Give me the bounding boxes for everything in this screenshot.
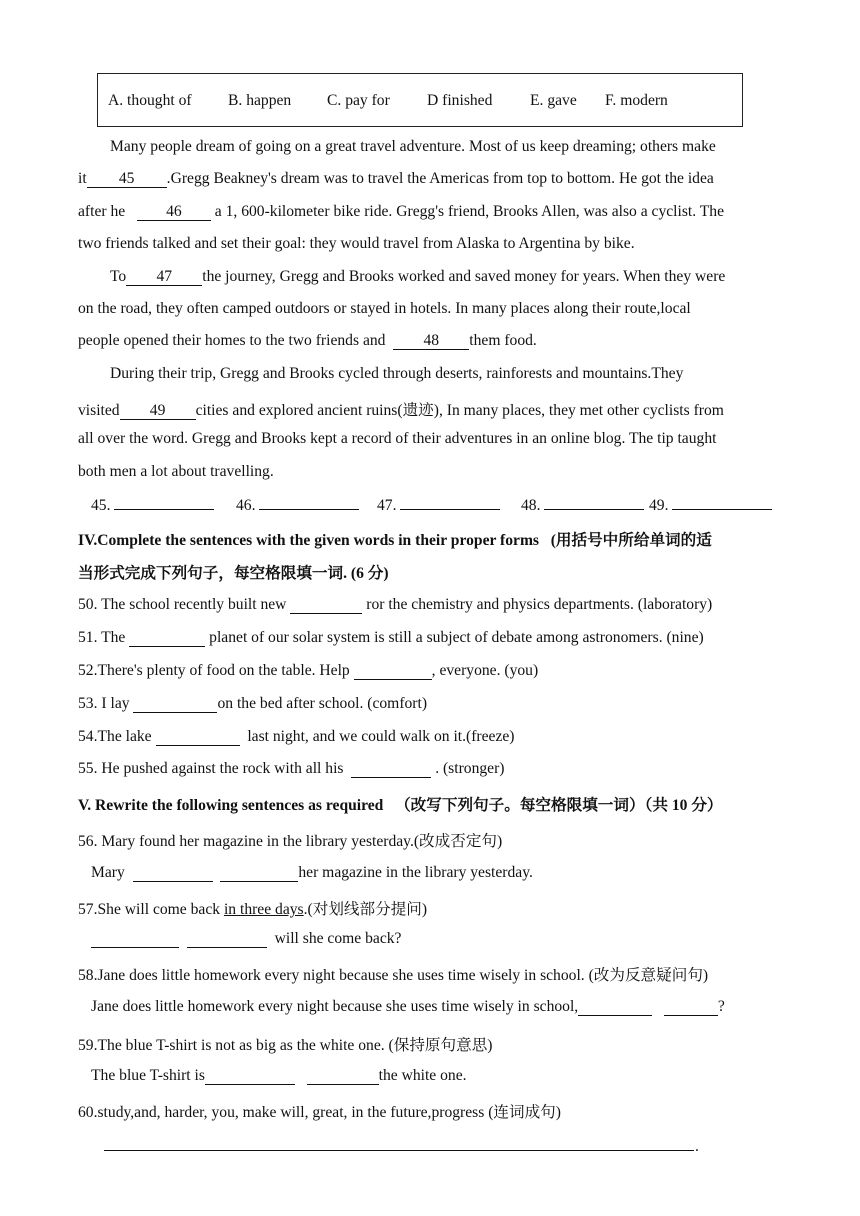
text: 53. I lay	[78, 695, 130, 712]
blank-46[interactable]: 46	[137, 204, 211, 221]
option-a: A. thought of	[108, 92, 192, 109]
title-en: V. Rewrite the following sentences as required	[78, 797, 384, 814]
underlined-phrase: in three days	[223, 901, 304, 918]
title-en: IV.Complete the sentences with the given words in their proper forms	[78, 532, 539, 549]
blank-48[interactable]: 48	[393, 333, 469, 350]
answer-number: 48.	[521, 497, 541, 514]
blank-54[interactable]	[156, 729, 240, 746]
passage-line-2	[78, 170, 778, 188]
question-60: 60.study,and, harder, you, make will, great, in the future,progress (连词成句)	[78, 1104, 561, 1121]
passage-line-7	[78, 332, 778, 350]
blank-52[interactable]	[354, 663, 432, 680]
passage-line-1: Many people dream of going on a great travel adventure. Most of us keep dreaming; others make	[110, 138, 716, 155]
text: a 1, 600-kilometer bike ride. Gregg's friend, Brooks Allen, was also a cyclist. The	[214, 203, 724, 220]
question-51	[78, 629, 778, 647]
blank-57a[interactable]	[91, 931, 179, 948]
answer-45[interactable]	[91, 495, 214, 515]
answer-number: 49.	[649, 497, 669, 514]
blank-57b[interactable]	[187, 931, 267, 948]
blank-50[interactable]	[290, 597, 362, 614]
section-4-title	[78, 528, 778, 550]
text: people opened their homes to the two friends and	[78, 332, 386, 349]
text: . (stronger)	[435, 760, 505, 777]
question-55	[78, 760, 778, 778]
text: 52.There's plenty of food on the table. Help	[78, 662, 350, 679]
question-57	[78, 897, 778, 919]
option-d: D finished	[427, 92, 493, 109]
text: .(对划线部分提问)	[303, 901, 428, 918]
answer-line-60[interactable]	[104, 1150, 694, 1151]
blank-49[interactable]: 49	[120, 403, 196, 420]
text: The blue T-shirt is	[91, 1067, 205, 1084]
answer-blank[interactable]	[544, 495, 644, 510]
question-59-answer	[91, 1067, 791, 1085]
text: on the bed after school. (comfort)	[217, 695, 428, 712]
section-5-title	[78, 793, 778, 815]
answer-blank[interactable]	[259, 495, 359, 510]
text: Jane does little homework every night because she uses time wisely in school,	[91, 998, 579, 1015]
passage-line-5	[110, 268, 810, 286]
text: her magazine in the library yesterday.	[298, 864, 533, 881]
text: will she come back?	[274, 930, 402, 947]
text: 55. He pushed against the rock with all his	[78, 760, 344, 777]
blank-56b[interactable]	[220, 865, 298, 882]
passage-line-9	[78, 398, 778, 420]
blank-53[interactable]	[133, 696, 217, 713]
word-bank-box	[97, 73, 743, 127]
title-cn: (用括号中所给单词的适	[550, 532, 712, 549]
text: planet of our solar system is still a subject of debate among astronomers. (nine)	[209, 629, 704, 646]
text: cities and explored ancient ruins(遗迹), In many places, they met other cyclists from	[195, 402, 724, 419]
question-57-answer	[91, 930, 791, 948]
question-56: 56. Mary found her magazine in the library yesterday.(改成否定句)	[78, 833, 503, 850]
blank-58b[interactable]	[664, 999, 718, 1016]
blank-59a[interactable]	[205, 1068, 295, 1085]
question-mark: ?	[717, 998, 725, 1015]
answer-48[interactable]	[521, 495, 644, 515]
answer-46[interactable]	[236, 495, 359, 515]
question-50	[78, 596, 778, 614]
text: ror the chemistry and physics departments. (laboratory)	[366, 596, 713, 613]
text: To	[110, 268, 127, 285]
passage-line-4: two friends talked and set their goal: they would travel from Alaska to Argentina by bike.	[78, 235, 635, 252]
blank-59b[interactable]	[307, 1068, 379, 1085]
blank-56a[interactable]	[133, 865, 213, 882]
answer-blank[interactable]	[672, 495, 772, 510]
answer-number: 46.	[236, 497, 256, 514]
passage-line-6: on the road, they often camped outdoors or stayed in hotels. In many places along their route,local	[78, 300, 691, 317]
answer-number: 47.	[377, 497, 397, 514]
passage-line-3	[78, 203, 778, 221]
option-f: F. modern	[605, 92, 668, 109]
answer-blank[interactable]	[114, 495, 214, 510]
text: them food.	[469, 332, 537, 349]
question-56-answer	[91, 864, 791, 882]
text: visited	[78, 402, 120, 419]
passage-line-10: all over the word. Gregg and Brooks kept a record of their adventures in an online blog. The tip taught	[78, 430, 717, 447]
option-b: B. happen	[228, 92, 292, 109]
text: last night, and we could walk on it.(freeze)	[247, 728, 515, 745]
question-53	[78, 695, 778, 713]
text: the white one.	[378, 1067, 467, 1084]
section-4-title-cont: 当形式完成下列句子，每空格限填一词. (6 分)	[78, 565, 389, 582]
text: 50. The school recently built new	[78, 596, 287, 613]
option-e: E. gave	[530, 92, 577, 109]
title-cn: （改写下列句子。每空格限填一词）（共 10 分）	[395, 797, 723, 814]
period: .	[695, 1138, 699, 1155]
passage-line-11: both men a lot about travelling.	[78, 463, 274, 480]
blank-47[interactable]: 47	[126, 269, 202, 286]
text: after he	[78, 203, 126, 220]
blank-55[interactable]	[351, 761, 431, 778]
text: it	[78, 170, 87, 187]
question-54	[78, 728, 778, 746]
question-58-answer	[91, 998, 791, 1016]
blank-45[interactable]: 45	[87, 171, 167, 188]
passage-line-8: During their trip, Gregg and Brooks cycled through deserts, rainforests and mountains.They	[110, 365, 684, 382]
question-59: 59.The blue T-shirt is not as big as the white one. (保持原句意思)	[78, 1037, 493, 1054]
text: , everyone. (you)	[431, 662, 539, 679]
text: 57.She will come back	[78, 901, 221, 918]
answer-47[interactable]	[377, 495, 500, 515]
answer-49[interactable]	[649, 495, 772, 515]
answer-blank[interactable]	[400, 495, 500, 510]
question-52	[78, 662, 778, 680]
option-c: C. pay for	[327, 92, 390, 109]
text: Mary	[91, 864, 125, 881]
blank-51[interactable]	[129, 630, 205, 647]
text: 51. The	[78, 629, 126, 646]
text: .Gregg Beakney's dream was to travel the Americas from top to bottom. He got the idea	[166, 170, 714, 187]
text: the journey, Gregg and Brooks worked and saved money for years. When they were	[202, 268, 726, 285]
answer-number: 45.	[91, 497, 111, 514]
blank-58a[interactable]	[578, 999, 652, 1016]
text: 54.The lake	[78, 728, 152, 745]
question-58: 58.Jane does little homework every night because she uses time wisely in school. (改为反意疑问句)	[78, 967, 709, 984]
